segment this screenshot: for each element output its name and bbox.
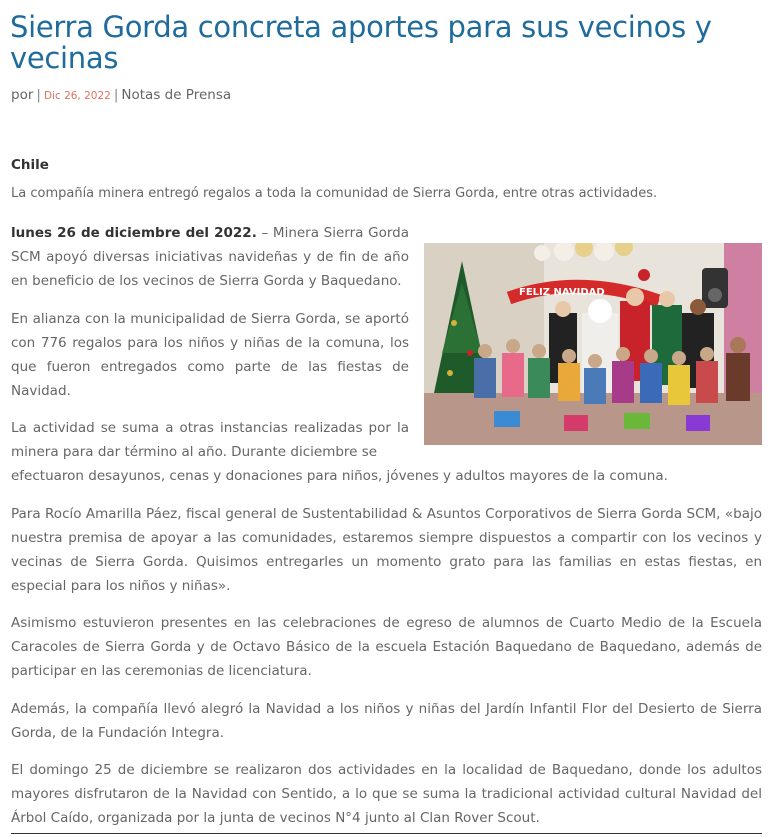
christmas-event-photo xyxy=(424,243,762,445)
meta-category-link[interactable]: Notas de Prensa xyxy=(121,87,232,103)
paragraph-5: Asimismo estuvieron presentes en las celebraciones de egreso de alumnos de Cuarto Medio de la Escuela Caracoles de Sierra Gorda y de Octavo Básico de la escuela Estación Baquedano de Baquedano, además de participar en las ceremonias de licenciatura. xyxy=(11,615,762,679)
photo-illustration xyxy=(424,243,762,445)
paragraph-7: El domingo 25 de diciembre se realizaron dos actividades en la localidad de Baquedano, donde los adultos mayores disfrutaron de la Navidad con Sentido, a lo que se suma la tradicional actividad cultural Navidad del Árbol Caído, organizada por la junta de vecinos N°4 junto al Clan Rover Scout. xyxy=(11,762,762,826)
lead-paragraph: La compañía minera entregó regalos a toda la comunidad de Sierra Gorda, entre otras actividades. xyxy=(11,186,658,201)
meta-separator: | xyxy=(36,87,41,103)
photo-banner-text: FELIZ NAVIDAD xyxy=(519,287,605,298)
paragraph-3b: efectuaron desayunos, cenas y donaciones para niños, jóvenes y adultos mayores de la comuna. xyxy=(11,468,668,484)
meta-separator: | xyxy=(113,87,119,103)
paragraph-1-text: – Minera Sierra Gorda SCM apoyó diversas iniciativas navideñas y de fin de año en beneficio de los vecinos de Sierra Gorda y Baquedano. xyxy=(11,225,409,289)
paragraph-2: En alianza con la municipalidad de Sierra Gorda, se aportó con 776 regalos para los niños y niñas de la comuna, los que fueron entregados como parte de las fiestas de Navidad. xyxy=(11,311,409,399)
article-title: Sierra Gorda concreta aportes para sus vecinos y vecinas xyxy=(10,10,712,75)
paragraph-1 xyxy=(11,221,409,293)
paragraph-1-date: lunes 26 de diciembre del 2022. xyxy=(11,225,257,241)
paragraph-6: Además, la compañía llevó alegró la Navidad a los niños y niñas del Jardín Infantil Flor del Desierto de Sierra Gorda, de la Fundación Integra. xyxy=(11,701,762,741)
location-heading: Chile xyxy=(11,157,49,173)
bottom-divider xyxy=(11,833,762,834)
meta-by: por xyxy=(11,87,34,103)
paragraph-4: Para Rocío Amarilla Páez, fiscal general de Sustentabilidad & Asuntos Corporativos de Sierra Gorda SCM, «bajo nuestra premisa de apoyar a las comunidades, estaremos siempre dispuestos a compartir con los vecinos y vecinas de Sierra Gorda. Quisimos entregarles un momento grato para las familias en estas fiestas, en especial para los niños y niñas». xyxy=(11,506,762,594)
paragraph-3a: La actividad se suma a otras instancias realizadas por la minera para dar término al año. Durante diciembre se xyxy=(11,420,409,460)
post-meta xyxy=(11,87,231,103)
meta-date: Dic 26, 2022 xyxy=(43,90,111,102)
